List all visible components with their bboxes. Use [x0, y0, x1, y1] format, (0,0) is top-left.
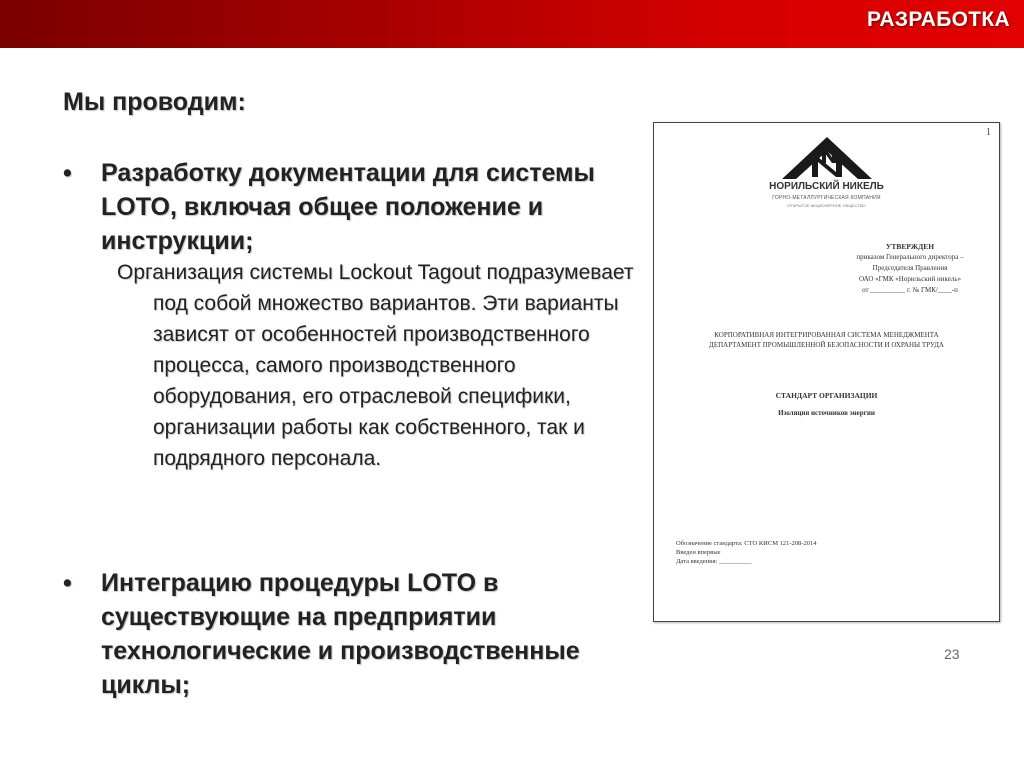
bullet-item — [63, 156, 663, 258]
intro-heading: Мы проводим: — [63, 88, 246, 116]
section-label: РАЗРАБОТКА — [866, 8, 1010, 31]
bullet-symbol: • — [63, 159, 72, 187]
header-bar — [0, 0, 1024, 48]
approval-line: приказом Генерального директора – — [856, 253, 964, 261]
bullet-item — [63, 566, 663, 702]
sub-paragraph: Организация системы Lockout Tagout подразумевает под собой множество вариантов. Эти варианты зависят от особенностей производственного процесса, самого производственного оборудования, его отраслевой специфики, организации работы как собственного, так и подрядного персонала. — [117, 261, 634, 470]
document-thumbnail — [653, 122, 1000, 622]
approval-block — [835, 241, 985, 296]
meta-introduced: Введен впервые — [676, 549, 721, 556]
page-number: 23 — [944, 646, 960, 662]
bullet-text: Разработку документации для системы LOTO, включая общее положение и инструкции; — [101, 159, 595, 255]
document-page-mark: 1 — [986, 127, 991, 138]
standard-subtitle: Изоляция источников энергии — [778, 409, 875, 417]
bullet-text: Интеграцию процедуры LOTO в существующие на предприятии технологические и производственные циклы; — [101, 569, 580, 699]
meta-date: Дата введения: __________ — [676, 558, 752, 565]
standard-title: СТАНДАРТ ОРГАНИЗАЦИИ — [775, 391, 878, 400]
company-name: НОРИЛЬСКИЙ НИКЕЛЬ — [769, 181, 884, 192]
corporate-line: КОРПОРАТИВНАЯ ИНТЕГРИРОВАННАЯ СИСТЕМА МЕНЕДЖМЕНТА — [714, 331, 939, 339]
approval-line: ОАО «ГМК «Норильский никель» — [858, 275, 962, 283]
approval-line: Председателя Правления — [872, 264, 948, 272]
corporate-system-block — [654, 330, 999, 350]
bullet-symbol: • — [63, 569, 72, 597]
norilsk-nickel-logo-icon — [782, 135, 872, 179]
department-line: ДЕПАРТАМЕНТ ПРОМЫШЛЕННОЙ БЕЗОПАСНОСТИ И ОХРАНЫ ТРУДА — [709, 341, 944, 349]
company-subtitle-2: ОТКРЫТОЕ АКЦИОНЕРНОЕ ОБЩЕСТВО — [787, 203, 866, 208]
approval-line: от __________ г. № ГМК/____-п — [862, 286, 958, 294]
company-subtitle: ГОРНО-МЕТАЛЛУРГИЧЕСКАЯ КОМПАНИЯ — [772, 195, 881, 201]
meta-designation: Обозначение стандарта: СТО КИСМ 121-208-2014 — [676, 540, 817, 547]
approval-title: УТВЕРЖДЕН — [885, 242, 935, 251]
document-meta — [676, 539, 816, 566]
